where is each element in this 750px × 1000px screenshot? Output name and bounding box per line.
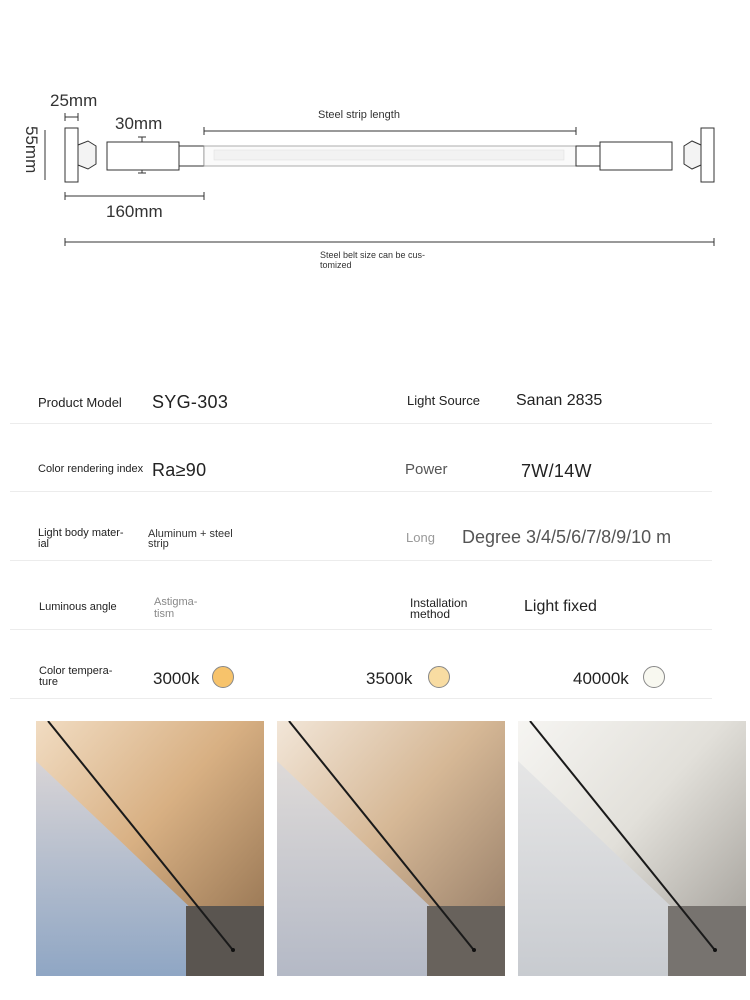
product-model-value: SYG-303 xyxy=(152,392,229,412)
dim-160-label: 160mm xyxy=(106,202,163,221)
spec-row-model xyxy=(10,356,712,424)
luminous-angle-value-line1: Astigma- xyxy=(154,596,198,608)
installation-label-line2: method xyxy=(410,607,451,621)
photo-3000k xyxy=(36,721,264,976)
strip-length-label: Steel strip length xyxy=(318,109,400,121)
luminous-angle-label: Luminous angle xyxy=(39,601,117,613)
temp-3000k-label: 3000k xyxy=(153,669,200,688)
color-temp-label-line2: ture xyxy=(39,676,58,688)
dim-25-label: 25mm xyxy=(50,91,98,110)
long-value: Degree 3/4/5/6/7/8/9/10 m xyxy=(462,527,672,547)
photo-3000k-image xyxy=(36,721,264,976)
dim-30-label: 30mm xyxy=(115,114,163,133)
steel-strip xyxy=(204,146,576,166)
dim-55-label: 55mm xyxy=(22,126,41,174)
body-material-label-line1: Light body mater- xyxy=(38,527,124,539)
left-end-cap xyxy=(65,128,204,182)
installation-value: Light fixed xyxy=(524,598,597,615)
right-end-cap xyxy=(576,128,714,182)
temp-3000k-swatch xyxy=(212,666,234,688)
belt-note-line1: Steel belt size can be cus- xyxy=(320,250,426,260)
spec-row-color-temp xyxy=(10,631,712,699)
cri-value: Ra≥90 xyxy=(152,460,207,480)
power-label: Power xyxy=(405,461,448,478)
power-value: 7W/14W xyxy=(521,461,592,481)
belt-note-line2: tomized xyxy=(320,260,352,270)
color-temp-label-line1: Color tempera- xyxy=(39,665,113,677)
cri-label: Color rendering index xyxy=(38,463,144,475)
spec-row-angle xyxy=(10,562,712,630)
installation-label-line1: Installation xyxy=(410,596,468,610)
light-source-label: Light Source xyxy=(407,393,480,408)
long-label: Long xyxy=(406,530,435,545)
photo-40000k-image xyxy=(518,721,746,976)
temp-3500k-swatch xyxy=(428,666,450,688)
body-material-value-line2: strip xyxy=(148,538,169,550)
luminous-angle-value-line2: tism xyxy=(154,608,175,620)
body-material-label-line2: ial xyxy=(38,538,50,550)
spec-row-cri xyxy=(10,424,712,492)
photo-3500k-image xyxy=(277,721,505,976)
light-source-value: Sanan 2835 xyxy=(516,392,603,409)
photo-40000k xyxy=(518,721,746,976)
photo-3500k xyxy=(277,721,505,976)
spec-row-material xyxy=(10,493,712,561)
temp-40000k-swatch xyxy=(643,666,665,688)
product-model-label: Product Model xyxy=(38,395,122,410)
dimension-diagram xyxy=(0,0,750,300)
temp-3500k-label: 3500k xyxy=(366,669,413,688)
body-material-value-line1: Aluminum + steel xyxy=(148,528,233,540)
temp-40000k-label: 40000k xyxy=(573,669,629,688)
